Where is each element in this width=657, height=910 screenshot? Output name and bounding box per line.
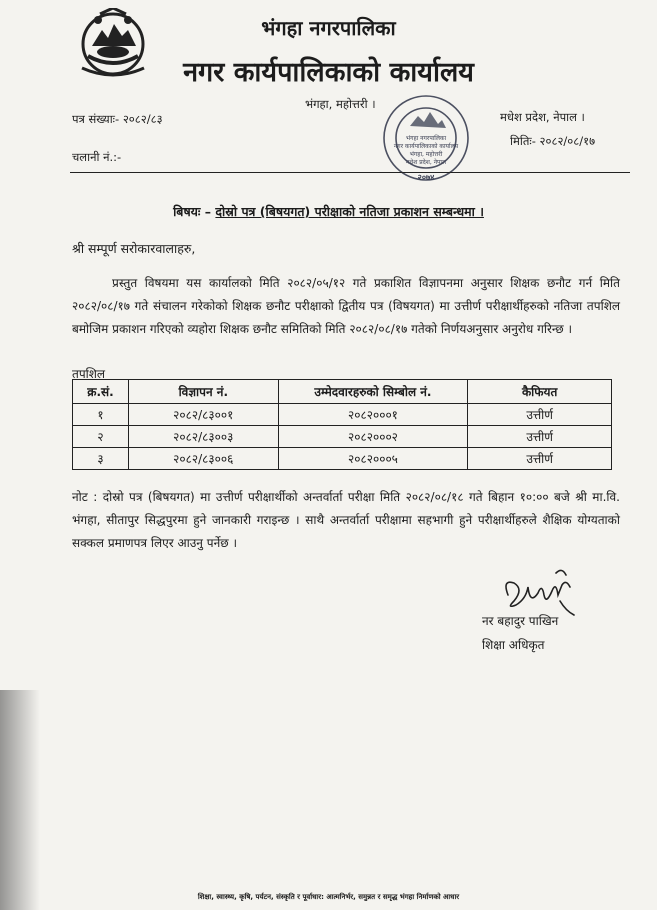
province-text: मधेश प्रदेश, नेपाल । [500,110,585,124]
footer-motto: शिक्षा, स्वास्थ्य, कृषि, पर्यटन, संस्कृति र पूर्वाधार: आत्मनिर्भर, समुन्नत र समृद्ध भंगहा निर्माणको आधार [197,893,460,901]
subject-text: दोस्रो पत्र (बिषयगत) परीक्षाको नतिजा प्रकाशन सम्बन्धमा । [215,204,484,219]
cell-advertisement: २०८२/८३००३ [128,426,278,448]
body-paragraph: प्रस्तुत विषयमा यस कार्यालको मिति २०८२/०५/१२ गते प्रकाशित विज्ञापनमा अनुसार शिक्षक छनौट गर्न मिति २०८२/०८/१७ गते संचालन गरेकोको शिक्षक छनौट परीक्षाको द्वितीय पत्र (विषयगत) मा उत्तीर्ण परीक्षार्थीहरुको नतिजा तपशिल बमोजिम प्रकाशन गरिएको व्यहोरा शिक्षक छनौट समितिको मिति २०८२/०८/१७ गतेको निर्णयअनुसार अनुरोध गरिन्छ । [72,276,620,336]
table-header-row [73,380,612,404]
office-seal-stamp [380,92,472,184]
office-location: भंगहा, महोत्तरी । [305,97,376,111]
col-header-advertisement: विज्ञापन नं. [128,380,278,404]
cell-serial: २ [73,426,129,448]
cell-remarks: उत्तीर्ण [468,426,612,448]
subject-label: बिषयः – [173,204,212,219]
signatory-designation: शिक्षा अधिकृत [482,638,545,652]
municipality-name: भंगहा नगरपालिका [261,16,396,40]
scan-shadow [0,690,40,910]
cell-advertisement: २०८२/८३००६ [128,448,278,470]
cell-symbol: २०८२०००१ [278,404,468,426]
stamp-text: नगर कार्यपालिकाको कार्यालय [393,143,459,150]
col-header-remarks: कैफियत [468,380,612,404]
dispatch-number: चलानी नं.:- [72,150,122,164]
reference-number: पत्र संख्याः- २०८२/८३ [72,112,163,126]
cell-symbol: २०८२०००२ [278,426,468,448]
letter-date: मितिः- २०८२/०८/१७ [510,134,596,148]
stamp-text: भंगहा नगरपालिका [405,135,447,142]
note-paragraph: नोट : दोस्रो पत्र (बिषयगत) मा उत्तीर्ण परीक्षार्थीको अन्तर्वार्ता परीक्षा मिति २०८२/०८/१८ गते बिहान १०:०० बजे श्री मा.वि. भंगहा, सीतापुर सिद्धपुरमा हुने जानकारी गराइन्छ । साथै अन्तर्वार्ता परीक्षामा सहभागी हुने परीक्षार्थीहरुले शैक्षिक योग्यताको सक्कल प्रमाणपत्र लिएर आउनु पर्नेछ । [72,490,620,550]
col-header-symbol: उम्मेदवारहरुको सिम्बोल नं. [278,380,468,404]
header-divider [70,172,630,173]
office-name: नगर कार्यपालिकाको कार्यालय [183,57,474,88]
salutation: श्री सम्पूर्ण सरोकारवालाहरु, [72,241,196,256]
results-table [72,379,612,470]
table-row [73,426,612,448]
cell-remarks: उत्तीर्ण [468,448,612,470]
stamp-year: २०७४ [417,173,435,182]
table-row [73,448,612,470]
cell-serial: १ [73,404,129,426]
subject-line [0,203,657,220]
cell-remarks: उत्तीर्ण [468,404,612,426]
table-row [73,404,612,426]
stamp-text: भंगहा, महोत्तरी [409,151,443,158]
cell-serial: ३ [73,448,129,470]
cell-symbol: २०८२०००५ [278,448,468,470]
table-caption: तपशिल [72,367,106,381]
stamp-text: मधेश प्रदेश, नेपाल [405,159,447,166]
signatory-name: नर बहादुर पाखिन [482,614,559,628]
cell-advertisement: २०८२/८३००१ [128,404,278,426]
col-header-serial: क्र.सं. [73,380,129,404]
